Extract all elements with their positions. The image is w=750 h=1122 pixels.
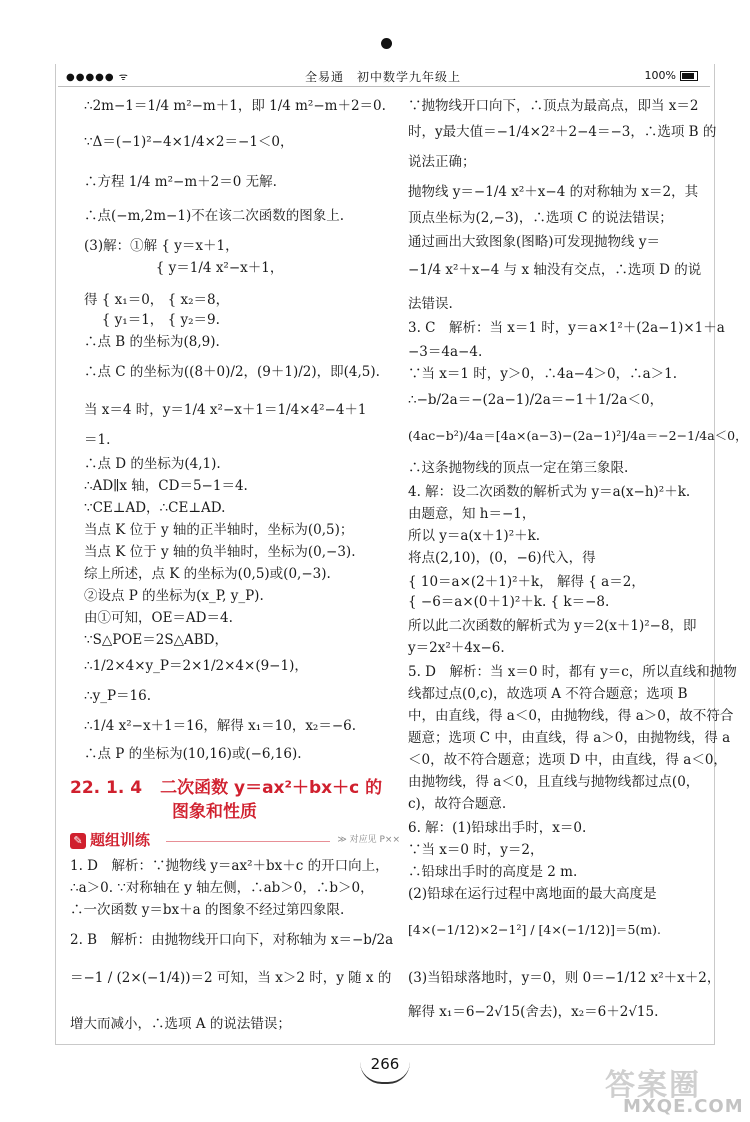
- text-line: ∴铅球出手时的高度是 2 m.: [408, 864, 578, 880]
- text-line bold: 3. C 解析：当 x＝1 时，y＝a×1²＋(2a−1)×1＋a: [408, 320, 725, 336]
- camera-dot: [381, 38, 392, 49]
- text-line: 线都过点(0,c)，故选项 A 不符合题意；选项 B: [408, 686, 688, 702]
- text-line: ∴点 B 的坐标为(8,9).: [84, 334, 220, 350]
- watermark-logo-text: 答案圈: [605, 1068, 701, 1103]
- text-line: 由抛物线，得 a＜0，且直线与抛物线都过点(0，: [408, 774, 700, 790]
- text-line: ∵当 x＝1 时，y＞0，∴4a−4＞0，∴a＞1.: [408, 366, 678, 382]
- text-line: 将点(2,10)，(0，−6)代入，得: [408, 550, 596, 566]
- signal-icon: ●●●●● ᯤ: [66, 72, 129, 83]
- text-line: ＜0，故不符合题意；选项 D 中，由直线，得 a＜0，: [408, 752, 727, 768]
- text-line: ②设点 P 的坐标为(x_P, y_P).: [84, 588, 264, 604]
- text-line: ∴点(−m,2m−1)不在该二次函数的图象上.: [84, 208, 345, 224]
- text-line: [4×(−1/12)×2−1²] / [4×(−1/12)]＝5(m).: [408, 922, 662, 937]
- book-title: 全易通 初中数学九年级上: [304, 70, 461, 84]
- text-line: ∵抛物线开口向下，∴顶点为最高点，即当 x＝2: [408, 98, 699, 114]
- text-line: 说法正确；: [408, 154, 476, 170]
- battery-icon: [680, 71, 698, 81]
- text-line: ∴1/4 x²−x＋1＝16，解得 x₁＝10，x₂＝−6.: [84, 718, 357, 734]
- answer-line: 增大而减小，∴选项 A 的说法错误；: [70, 1016, 291, 1032]
- text-line: { y＝1/4 x²−x＋1，: [84, 260, 284, 276]
- text-line: 顶点坐标为(2,−3)，∴选项 C 的说法错误；: [408, 210, 673, 226]
- text-line: 解得 x₁＝6−2√15(舍去)，x₂＝6＋2√15.: [408, 1004, 659, 1020]
- text-line: (3)当铅球落地时，y＝0，则 0＝−1/12 x²＋x＋2，: [408, 970, 721, 986]
- text-line: ∵Δ＝(−1)²−4×1/4×2＝−1＜0，: [84, 134, 294, 150]
- text-line: ∴2m−1＝1/4 m²−m＋1，即 1/4 m²−m＋2＝0.: [84, 98, 386, 114]
- text-line: ∴这条抛物线的顶点一定在第三象限.: [408, 460, 629, 476]
- page-reference: ≫ 对应见 P××: [337, 835, 400, 845]
- text-line: 当 x＝4 时，y＝1/4 x²−x＋1＝1/4×4²−4＋1: [84, 402, 367, 418]
- pencil-icon: ✎: [70, 833, 86, 849]
- text-line: 所以此二次函数的解析式为 y＝2(x＋1)²−8，即: [408, 618, 697, 634]
- status-bar: [60, 68, 706, 84]
- text-line: y＝2x²＋4x−6.: [408, 640, 505, 656]
- text-line: ∴点 D 的坐标为(4,1).: [84, 456, 221, 472]
- text-line: 通过画出大致图象(图略)可发现抛物线 y＝: [408, 234, 660, 250]
- text-line: { y₁＝1， { y₂＝9.: [84, 312, 220, 328]
- text-line: 4. 解：设二次函数的解析式为 y＝a(x−h)²＋k.: [408, 484, 691, 500]
- text-line: ∴方程 1/4 m²−m＋2＝0 无解.: [84, 174, 277, 190]
- watermark-url: MXQE.COM: [623, 1096, 744, 1117]
- text-line: ∴1/2×4×y_P＝2×1/2×4×(9−1)，: [84, 658, 308, 674]
- text-line: 所以 y＝a(x＋1)²＋k.: [408, 528, 541, 544]
- page-number-arc: [360, 1062, 410, 1084]
- text-line: 得 { x₁＝0， { x₂＝8，: [84, 292, 230, 308]
- battery-percent: 100%: [644, 69, 676, 82]
- answer-line: 2. B 解析：由抛物线开口向下，对称轴为 x＝−b/2a: [70, 932, 394, 948]
- section-title-line1: 二次函数 y＝ax²＋bx＋c 的: [160, 778, 383, 798]
- text-line: 由题意，知 h＝−1，: [408, 506, 536, 522]
- text-line: ∴−b/2a＝−(2a−1)/2a＝−1＋1/2a＜0，: [408, 392, 664, 408]
- text-line: ∵CE⊥AD，∴CE⊥AD.: [84, 500, 226, 516]
- text-line: (2)铅球在运行过程中离地面的最大高度是: [408, 886, 657, 902]
- text-line: 时，y最大值＝−1/4×2²＋2−4＝−3，∴选项 B 的: [408, 124, 717, 140]
- text-line: 综上所述，点 K 的坐标为(0,5)或(0,−3).: [84, 566, 331, 582]
- answer-line: 1. D 解析：∵抛物线 y＝ax²＋bx＋c 的开口向上，: [70, 858, 389, 874]
- watermark: [605, 1060, 745, 1120]
- text-line: ∵S△POE＝2S△ABD，: [84, 632, 228, 648]
- text-line: ∴点 P 的坐标为(10,16)或(−6,16).: [84, 746, 302, 762]
- text-line: ∴点 C 的坐标为((8＋0)/2，(9＋1)/2)，即(4,5).: [84, 364, 380, 380]
- practice-section-bar: [70, 832, 400, 850]
- page-number: 266: [370, 1055, 400, 1073]
- text-line: 由①可知，OE＝AD＝4.: [84, 610, 233, 626]
- section-rule: [166, 841, 330, 842]
- text-line: ∴AD∥x 轴，CD＝5−1＝4.: [84, 478, 248, 494]
- answer-line: ＝−1 / (2×(−1/4))＝2 可知，当 x＞2 时，y 随 x 的: [70, 970, 392, 986]
- text-line: 6. 解：(1)铅球出手时，x＝0.: [408, 820, 587, 836]
- text-line: 当点 K 位于 y 轴的负半轴时，坐标为(0,−3).: [84, 544, 356, 560]
- text-line: 题意；选项 C 中，由直线，得 a＞0，由抛物线，得 a: [408, 730, 731, 746]
- practice-label: 题组训练: [90, 831, 151, 849]
- text-line: 当点 K 位于 y 轴的正半轴时，坐标为(0,5)；: [84, 522, 354, 538]
- text-line: 法错误.: [408, 296, 453, 312]
- text-line: c)，故符合题意.: [408, 796, 507, 812]
- text-line: { 10＝a×(2＋1)²＋k， 解得 { a＝2，: [408, 574, 645, 590]
- section-title-line2: 图象和性质: [172, 802, 257, 822]
- answer-line: ∴a＞0. ∵对称轴在 y 轴左侧，∴ab＞0，∴b＞0，: [70, 880, 374, 896]
- text-line: −3＝4a−4.: [408, 344, 483, 360]
- text-line: ∵当 x＝0 时，y＝2，: [408, 842, 544, 858]
- section-number: 22. 1. 4: [70, 778, 143, 798]
- text-line: 5. D 解析：当 x＝0 时，都有 y＝c，所以直线和抛物: [408, 664, 737, 680]
- text-line: 中，由直线，得 a＜0，由抛物线，得 a＞0，故不符合: [408, 708, 734, 724]
- text-line: ＝1.: [84, 432, 111, 448]
- text-line: { −6＝a×(0＋1)²＋k. { k＝−8.: [408, 594, 610, 610]
- text-line: (4ac−b²)/4a＝[4a×(a−3)−(2a−1)²]/4a＝−2−1/4a＜0，: [408, 428, 748, 443]
- text-line: 抛物线 y＝−1/4 x²＋x−4 的对称轴为 x＝2，其: [408, 184, 699, 200]
- text-line: (3)解：①解 { y＝x＋1，: [84, 238, 239, 254]
- text-line: ∴y_P＝16.: [84, 688, 152, 704]
- text-line: −1/4 x²＋x−4 与 x 轴没有交点，∴选项 D 的说: [408, 262, 702, 278]
- answer-line: ∴一次函数 y＝bx＋a 的图象不经过第四象限.: [70, 902, 345, 918]
- section-heading: [70, 780, 382, 797]
- status-divider: [58, 86, 710, 87]
